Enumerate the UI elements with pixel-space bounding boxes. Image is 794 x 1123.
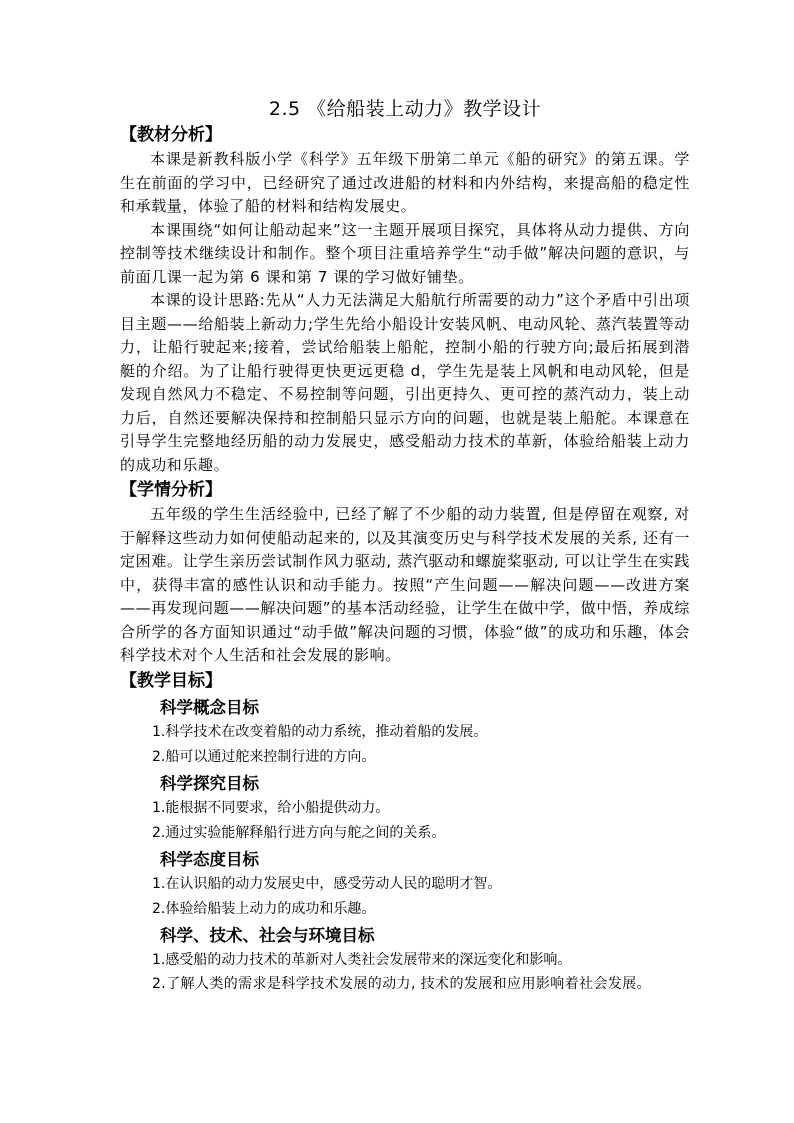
section-heading-material-analysis: 【教材分析】 (120, 125, 222, 145)
goal-item-inquiry-1: 1.能根据不同要求，给小船提供动力。 (152, 799, 390, 816)
goal-item-inquiry-2: 2.通过实验能解释船行进方向与舵之间的关系。 (152, 824, 446, 841)
section-heading-teaching-goals: 【教学目标】 (120, 670, 222, 691)
document-page (120, 96, 690, 996)
section-heading-learner-analysis: 【学情分析】 (120, 480, 222, 500)
goal-group-title-inquiry: 科学探究目标 (160, 773, 259, 793)
goal-item-concept-1: 1.科学技术在改变着船的动力系统，推动着船的发展。 (152, 723, 488, 740)
goal-item-attitude-1: 1.在认识船的动力发展史中，感受劳动人民的聪明才智。 (152, 875, 502, 892)
goal-item-sts-1: 1.感受船的动力技术的革新对人类社会发展带来的深远变化和影响。 (152, 951, 572, 968)
goal-group-title-attitude: 科学态度目标 (160, 849, 259, 869)
goal-item-concept-2: 2.船可以通过舵来控制行进的方向。 (152, 748, 376, 765)
learner-paragraph-1: 五年级的学生生活经验中, 已经了解了不少船的动力装置, 但是停留在观察, 对于解释这些动力如何使船动起来的, 以及其演变历史与科学技术发展的关系, 还有一定困难。让学生亲历尝试制作风力驱动, 蒸汽驱动和螺旋桨驱动, 可以让学生在实践中，获得丰富的感性认识和动手能力。按照“产生问题——解决问题——改进方案——再发现问题——解决问题”的基本活动经验，让学生在做中学，做中悟，养成综合所学的各方面知识通过“动手做”解决问题的习惯，体验“做”的成功和乐趣，体会科学技术对个人生活和社会发展的影响。 (120, 505, 690, 664)
goal-item-attitude-2: 2.体验给船装上动力的成功和乐趣。 (152, 900, 376, 917)
material-paragraph-2: 本课围绕“如何让船动起来”这一主题开展项目探究，具体将从动力提供、方向控制等技术继续设计和制作。整个项目注重培养学生“动手做”解决问题的意识，与前面几课一起为第 6 课和第 7 课的学习做好铺垫。 (120, 220, 690, 286)
document-title: 2.5 《给船装上动力》教学设计 (268, 98, 542, 120)
goal-item-sts-2: 2.了解人类的需求是科学技术发展的动力, 技术的发展和应用影响着社会发展。 (152, 975, 652, 992)
material-paragraph-1: 本课是新教科版小学《科学》五年级下册第二单元《船的研究》的第五课。学生在前面的学习中，已经研究了通过改进船的材料和内外结构，来提高船的稳定性和承载量，体验了船的材料和结构发展史。 (120, 150, 690, 215)
goal-group-title-sts: 科学、技术、社会与环境目标 (160, 925, 375, 945)
goal-group-title-concept: 科学概念目标 (160, 697, 259, 717)
material-paragraph-3: 本课的设计思路:先从“人力无法满足大船航行所需要的动力”这个矛盾中引出项目主题——给船装上新动力;学生先给小船设计安装风帆、电动风轮、蒸汽装置等动力，让船行驶起来;接着，尝试给船装上船舵，控制小船的行驶方向;最后拓展到潜艇的介绍。为了让船行驶得更快更远更稳 d，学生先是装上风帆和电动风轮，但是发现自然风力不稳定、不易控制等问题，引出更持久、更可控的蒸汽动力，装上动力后，自然还要解决保持和控制船只显示方向的问题，也就是装上船舵。本课意在引导学生完整地经历船的动力发展史，感受船动力技术的革新，体验给船装上动力的成功和乐趣。 (120, 291, 690, 474)
